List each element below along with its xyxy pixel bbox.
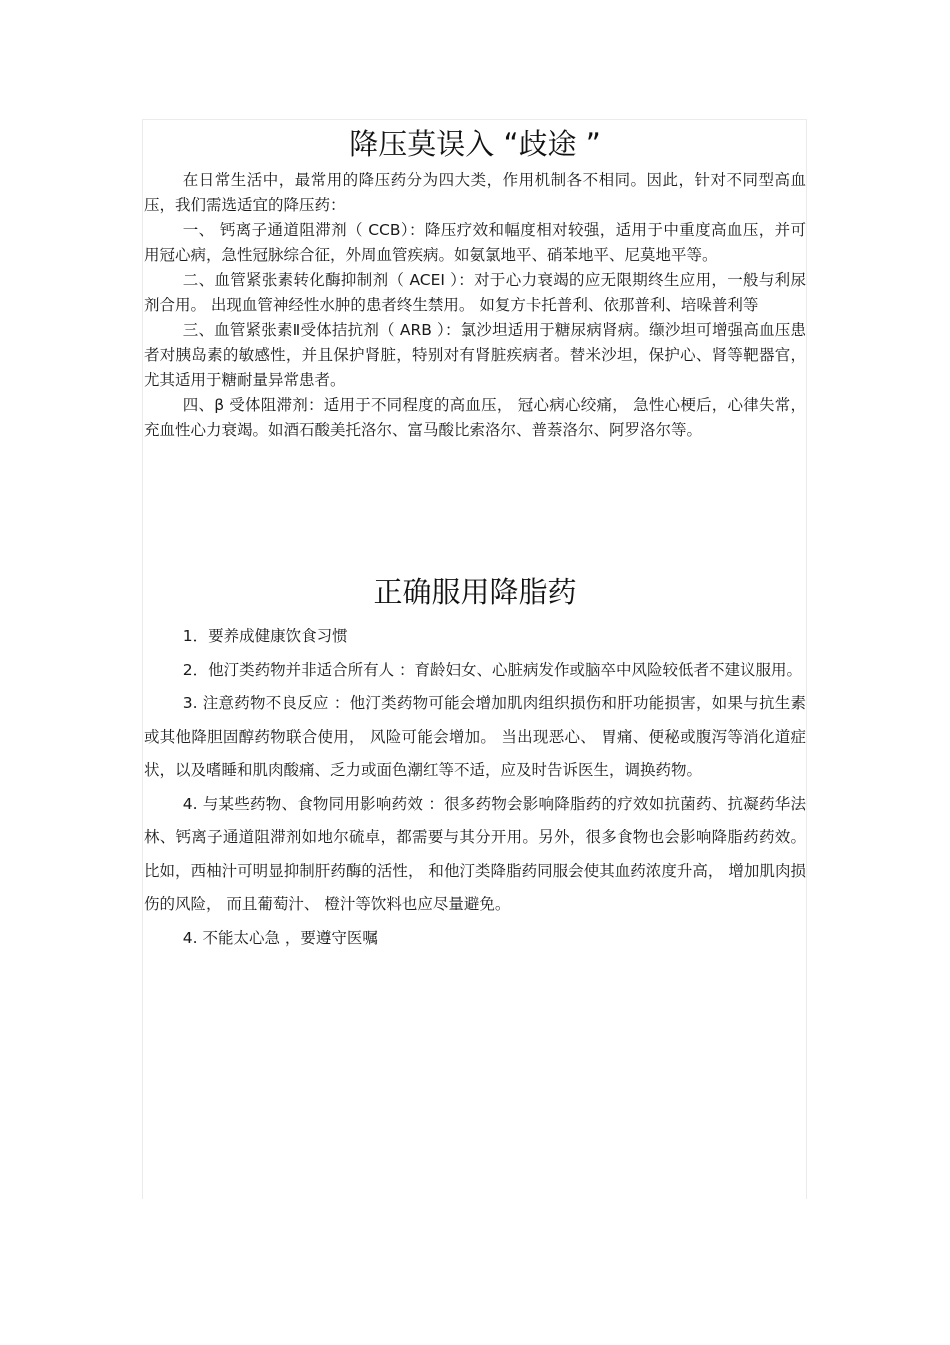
section-lipid-lowering [144, 570, 806, 955]
paragraph-arb: 三、血管紧张素Ⅱ受体拮抗剂（ ARB ）：氯沙坦适用于糖尿病肾病。缬沙坦可增强高血压患者对胰岛素的敏感性，并且保护肾脏，特别对有肾脏疾病者。替米沙坦，保护心、肾等靶器官，尤其适用于糖耐量异常患者。 [144, 321, 806, 389]
paragraph-intro: 在日常生活中，最常用的降压药分为四大类，作用机制各不相同。因此，针对不同型高血压，我们需选适宜的降压药： [144, 171, 806, 214]
paragraph-beta-blocker: 四、β 受体阻滞剂：适用于不同程度的高血压， 冠心病心绞痛， 急性心梗后，心律失常，充血性心力衰竭。如酒石酸美托洛尔、富马酸比索洛尔、普萘洛尔、阿罗洛尔等。 [144, 396, 806, 439]
paragraph-item-5: 4. 不能太心急 ，要遵守医嘱 [182, 928, 378, 947]
paragraph-acei: 二、血管紧张素转化酶抑制剂（ ACEI ）：对于心力衰竭的应无限期终生应用，一般与利尿剂合用。 出现血管神经性水肿的患者终生禁用。 如复方卡托普利、依那普利、培哚普利等 [144, 271, 806, 314]
paragraph-item-3: 3. 注意药物不良反应 ：他汀类药物可能会增加肌肉组织损伤和肝功能损害，如果与抗生素或其他降胆固醇药物联合使用， 风险可能会增加。 当出现恶心、 胃痛、便秘或腹泻等消化道症状，以及嗜睡和肌肉酸痛、乏力或面色潮红等不适，应及时告诉医生，调换药物。 [144, 694, 806, 779]
section-title: 降压莫误入 “歧途 ” [349, 127, 601, 161]
section-antihypertensive [144, 122, 806, 443]
paragraph-item-2: 2．他汀类药物并非适合所有人 ：育龄妇女、心脏病发作或脑卒中风险较低者不建议服用。 [182, 660, 803, 679]
paragraph-item-4: 4. 与某些药物、食物同用影响药效 ：很多药物会影响降脂药的疗效如抗菌药、抗凝药华法林、钙离子通道阻滞剂如地尔硫卓，都需要与其分开用。另外，很多食物也会影响降脂药药效。 比如，西柚汁可明显抑制肝药酶的活性， 和他汀类降脂药同服会使其血药浓度升高， 增加肌肉损伤的风险， 而且葡萄汁、 橙汁等饮料也应尽量避免。 [144, 794, 806, 913]
section-title: 正确服用降脂药 [373, 575, 577, 609]
paragraph-item-1: 1．要养成健康饮食习惯 [182, 627, 348, 645]
paragraph-ccb: 一、 钙离子通道阻滞剂（ CCB）：降压疗效和幅度相对较强，适用于中重度高血压，并可用冠心病，急性冠脉综合征，外周血管疾病。如氨氯地平、硝苯地平、尼莫地平等。 [144, 221, 806, 264]
